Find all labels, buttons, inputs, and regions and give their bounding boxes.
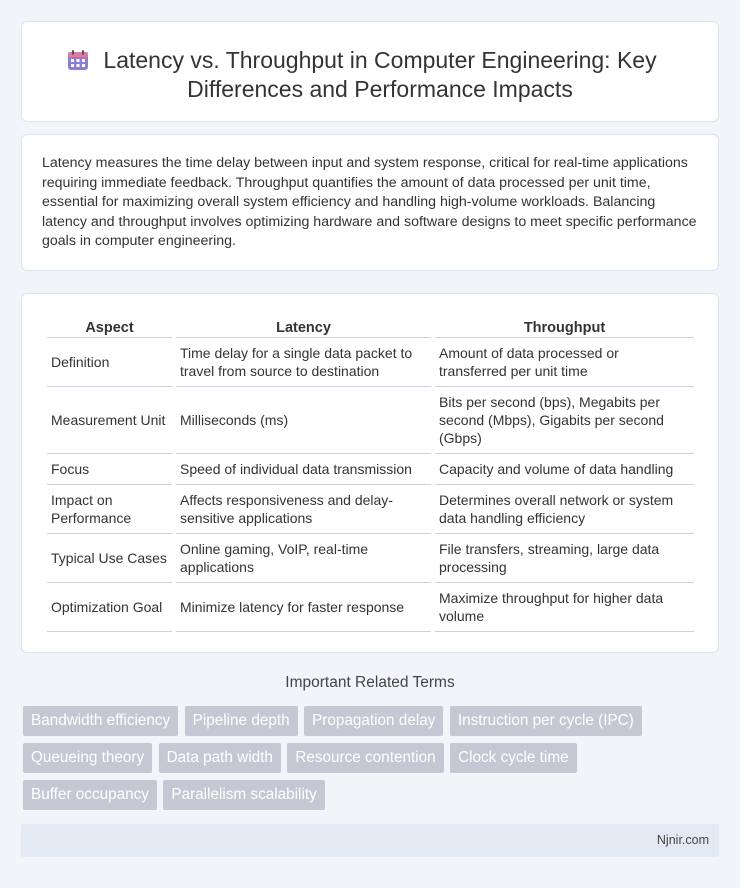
row-throughput: Maximize throughput for higher data volume <box>435 583 694 632</box>
tag-resource-contention[interactable]: Resource contention <box>287 743 443 773</box>
comparison-table <box>43 316 698 632</box>
table-row <box>47 454 694 485</box>
row-aspect: Definition <box>47 338 172 387</box>
row-throughput: Amount of data processed or transferred per unit time <box>435 338 694 387</box>
tag-queueing-theory[interactable]: Queueing theory <box>23 743 152 773</box>
row-aspect: Optimization Goal <box>47 583 172 632</box>
footer <box>21 824 719 857</box>
table-row <box>47 485 694 534</box>
table-row <box>47 583 694 632</box>
row-latency: Time delay for a single data packet to travel from source to destination <box>176 338 431 387</box>
row-latency: Milliseconds (ms) <box>176 387 431 454</box>
row-aspect: Measurement Unit <box>47 387 172 454</box>
row-latency: Affects responsiveness and delay-sensitive applications <box>176 485 431 534</box>
header-aspect: Aspect <box>47 316 172 338</box>
tag-buffer-occupancy[interactable]: Buffer occupancy <box>23 780 157 810</box>
comparison-card <box>21 293 719 653</box>
page-title: Latency vs. Throughput in Computer Engineering: Key Differences and Performance Impacts <box>103 47 657 102</box>
row-throughput: File transfers, streaming, large data processing <box>435 534 694 583</box>
row-throughput: Bits per second (bps), Megabits per second (Mbps), Gigabits per second (Gbps) <box>435 387 694 454</box>
tag-instruction-per-cycle[interactable]: Instruction per cycle (IPC) <box>450 706 642 736</box>
row-latency: Minimize latency for faster response <box>176 583 431 632</box>
summary-card <box>21 134 719 271</box>
row-throughput: Determines overall network or system data handling efficiency <box>435 485 694 534</box>
header-latency: Latency <box>176 316 431 338</box>
tag-parallelism-scalability[interactable]: Parallelism scalability <box>163 780 324 810</box>
related-terms-list <box>23 706 703 817</box>
tag-data-path-width[interactable]: Data path width <box>159 743 281 773</box>
title-card <box>21 21 719 122</box>
table-row <box>47 534 694 583</box>
tag-pipeline-depth[interactable]: Pipeline depth <box>185 706 298 736</box>
row-latency: Speed of individual data transmission <box>176 454 431 485</box>
table-row <box>47 387 694 454</box>
table-row <box>47 338 694 387</box>
tag-clock-cycle-time[interactable]: Clock cycle time <box>450 743 577 773</box>
header-throughput: Throughput <box>435 316 694 338</box>
tag-bandwidth-efficiency[interactable]: Bandwidth efficiency <box>23 706 178 736</box>
related-terms-heading: Important Related Terms <box>285 674 455 691</box>
row-throughput: Capacity and volume of data handling <box>435 454 694 485</box>
row-aspect: Focus <box>47 454 172 485</box>
row-aspect: Impact on Performance <box>47 485 172 534</box>
summary-text: Latency measures the time delay between input and system response, critical for real-time applications requiring immediate feedback. Throughput quantifies the amount of data processed per unit time, essential for maximizing overall system efficiency and handling high-volume workloads. Balancing latency and throughput involves optimizing hardware and software designs to meet specific performance goals in computer engineering. <box>42 155 697 250</box>
tag-propagation-delay[interactable]: Propagation delay <box>304 706 443 736</box>
footer-site[interactable]: Njnir.com <box>656 833 709 847</box>
row-latency: Online gaming, VoIP, real-time applications <box>176 534 431 583</box>
table-header-row <box>47 316 694 338</box>
row-aspect: Typical Use Cases <box>47 534 172 583</box>
